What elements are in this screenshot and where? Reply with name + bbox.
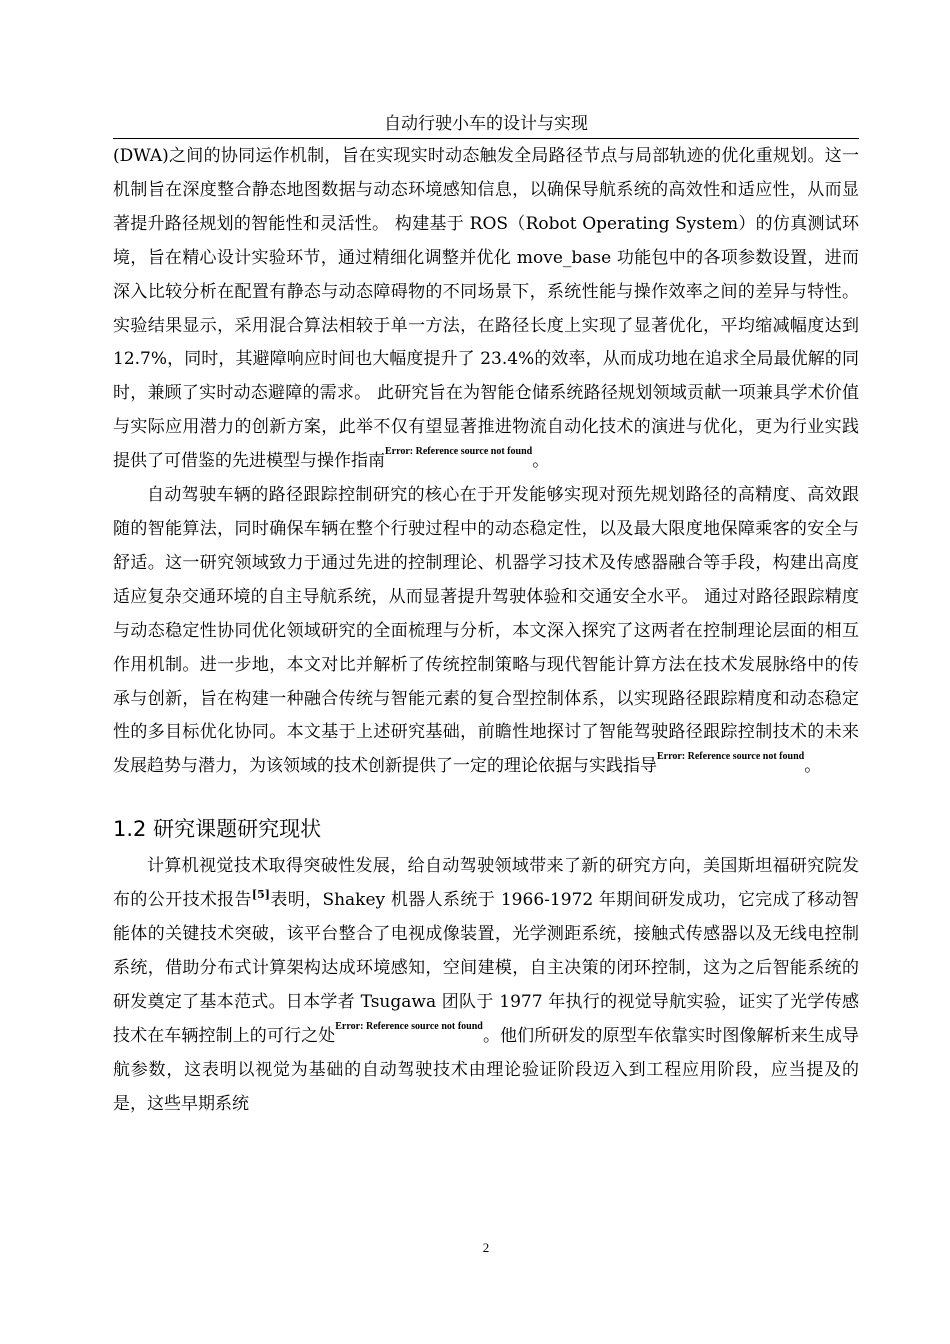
paragraph-text: 自动驾驶车辆的路径跟踪控制研究的核心在于开发能够实现对预先规划路径的高精度、高效跟随的智能算法，同时确保车辆在整个行驶过程中的动态稳定性，以及最大限度地保障乘客的安全与舒适。这一研究领域致力于通过先进的控制理论、机器学习技术及传感器融合等手段，构建出高度适应复杂交通环境的自主导航系统，从而显著提升驾驶体验和交通安全水平。 通过对路径跟踪精度与动态稳定性协同优化领域研究的全面梳理与分析，本文深入探究了这两者在控制理论层面的相互作用机制。进一步地，本文对比并解析了传统控制策略与现代智能计算方法在技术发展脉络中的传承与创新，旨在构建一种融合传统与智能元素的复合型控制体系，以实现路径跟踪精度和动态稳定性的多目标优化协同。本文基于上述研究基础，前瞻性地探讨了智能驾驶路径跟踪控制技术的未来发展趋势与潜力，为该领域的技术创新提供了一定的理论依据与实践指导 <box>113 485 859 777</box>
page-header-title: 自动行驶小车的设计与实现 <box>384 114 588 134</box>
paragraph-text: 。他们所研发的原型车依靠实时图像解析来生成导航参数，这表明以视觉为基础的自动驾驶技术由理论验证阶段迈入到工程应用阶段，应当提及的是，这些早期系统 <box>113 1025 860 1114</box>
reference-error: Error: Reference source not found <box>385 446 533 458</box>
section-paragraph <box>113 850 859 1121</box>
citation: [5] <box>251 888 270 902</box>
section-heading: 1.2 研究课题研究现状 <box>113 817 322 842</box>
paragraph-text: (DWA)之间的协同运作机制，旨在实现实时动态触发全局路径节点与局部轨迹的优化重规划。这一机制旨在深度整合静态地图数据与动态环境感知信息，以确保导航系统的高效性和适应性，从而显著提升路径规划的智能性和灵活性。 构建基于 ROS（Robot Operating System）的仿真测试环境，旨在精心设计实验环节，通过精细化调整并优化 move_base 功能包中的各项参数设置，进而深入比较分析在配置有静态与动态障碍物的不同场景下，系统性能与操作效率之间的差异与特性。 实验结果显示，采用混合算法相较于单一方法，在路径长度上实现了显著优化，平均缩减幅度达到 12.7%，同时，其避障响应时间也大幅度提升了 23.4%的效率，从而成功地在追求全局最优解的同时，兼顾了实时动态避障的需求。 此研究旨在为智能仓储系统路径规划领域贡献一项兼具学术价值与实际应用潜力的创新方案，此举不仅有望显著推进物流自动化技术的演进与优化，更为行业实践提供了可借鉴的先进模型与操作指南 <box>113 146 859 472</box>
body-paragraph-1 <box>113 140 859 479</box>
reference-error: Error: Reference source not found <box>335 1020 483 1032</box>
page-number: 2 <box>482 1240 490 1255</box>
page-body <box>113 140 859 1121</box>
paragraph-tail: 。 <box>804 756 822 777</box>
header-rule <box>113 138 859 139</box>
paragraph-tail: 。 <box>532 451 550 472</box>
reference-error: Error: Reference source not found <box>657 751 805 763</box>
paragraph-text: 表明，Shakey 机器人系统于 1966-1972 年期间研发成功，它完成了移动智能体的关键技术突破，该平台整合了电视成像装置，光学测距系统，接触式传感器以及无线电控制系统，借助分布式计算架构达成环境感知，空间建模，自主决策的闭环控制，这为之后智能系统的研发奠定了基本范式。日本学者 Tsugawa 团队于 1977 年执行的视觉导航实验，证实了光学传感技术在车辆控制上的可行之处 <box>113 890 860 1046</box>
paragraph-text: 计算机视觉技术取得突破性发展，给自动驾驶领域带来了新的研究方向，美国斯坦福研究院发布的公开技术报告 <box>113 856 859 911</box>
body-paragraph-2 <box>113 479 859 784</box>
